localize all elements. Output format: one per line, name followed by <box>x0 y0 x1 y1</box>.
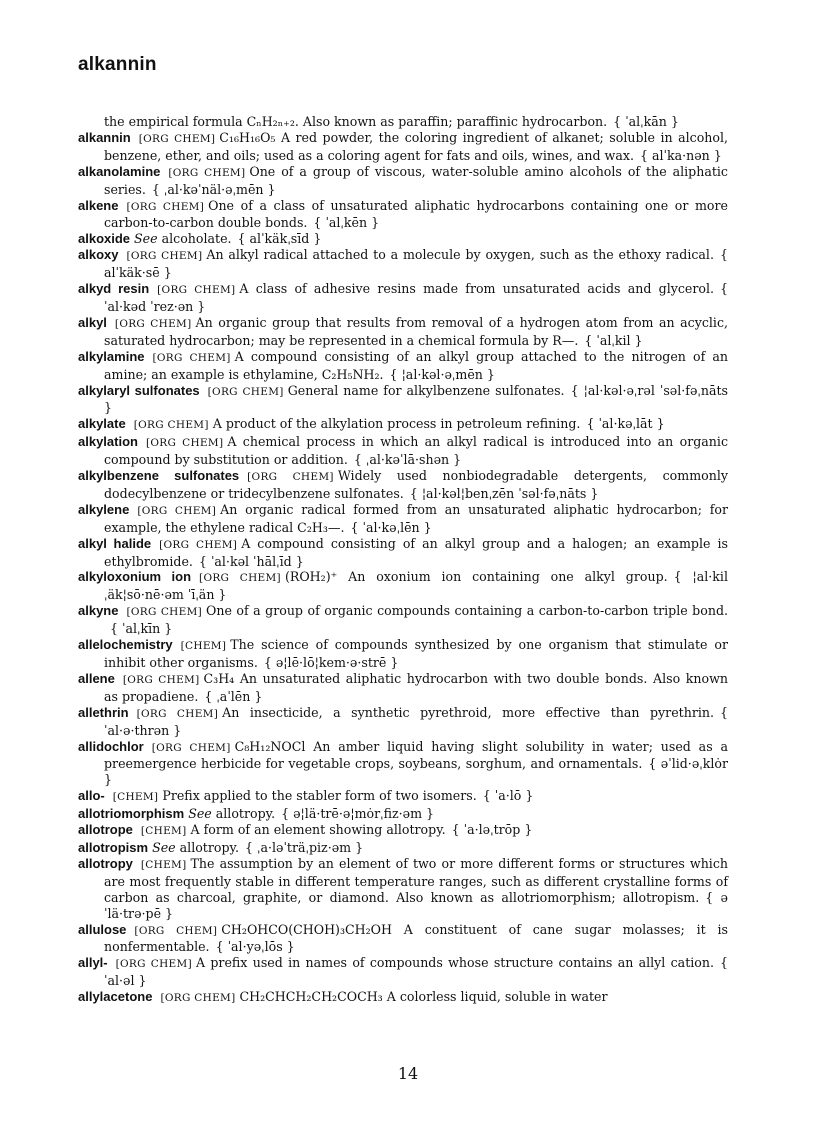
dictionary-entry <box>78 416 728 434</box>
entry-pronunciation: { ˈalˌkīn } <box>110 621 173 637</box>
entry-definition: A compound consisting of an alkyl group and a halogen; an example is ethylbromide. <box>104 535 728 569</box>
entry-pronunciation: { ¦al·kəl·əˌrəl ˈsəl·fəˌnāts } <box>104 382 728 416</box>
entry-see-label: See <box>188 806 212 822</box>
running-head: alkannin <box>78 54 157 75</box>
entry-see-label: See <box>152 839 176 855</box>
entry-pronunciation: { ˈalˌkil } <box>584 332 643 348</box>
entry-headword: allelochemistry <box>78 637 173 653</box>
entry-field-label: [CHEM] <box>112 791 159 804</box>
entry-headword: alkylamine <box>78 348 145 364</box>
entry-headword: allotrope <box>78 822 133 838</box>
entry-pronunciation: { ˈal·yəˌlōs } <box>215 939 295 955</box>
entry-field-label: [ORG CHEM] <box>115 958 192 971</box>
dictionary-entry <box>78 502 728 536</box>
dictionary-entry <box>78 434 728 468</box>
entry-field-label: [CHEM] <box>180 640 227 653</box>
entry-definition: C₁₆H₁₆O₅ A red powder, the coloring ingredient of alkanet; soluble in alcohol, benzene, ether, and oils; used as a coloring agent for fats and oils, wines, and wax. <box>104 129 729 163</box>
entry-field-label: [ORG CHEM] <box>126 250 203 263</box>
entry-definition: Prefix applied to the stabler form of two isomers. <box>162 788 477 804</box>
entry-headword: alkyl <box>78 314 107 330</box>
entry-definition: A compound consisting of an alkyl group attached to the nitrogen of an amine; an example is ethylamine, C₂H₅NH₂. <box>104 348 728 382</box>
entry-definition: A class of adhesive resins made from unsaturated acids and glycerol. <box>239 281 714 297</box>
entry-field-label: [ORG CHEM] <box>151 741 231 754</box>
entry-field-label: [ORG CHEM] <box>137 504 217 517</box>
dictionary-entry <box>78 739 728 789</box>
dictionary-entry <box>78 822 728 840</box>
dictionary-entry <box>78 247 728 281</box>
entry-headword: alkoxy <box>78 247 119 263</box>
entry-field-label: [ORG CHEM] <box>133 419 209 432</box>
entry-definition: (ROH₂)⁺ An oxonium ion containing one alkyl group. <box>284 569 668 585</box>
entry-definition: An alkyl radical attached to a molecule by oxygen, such as the ethoxy radical. <box>206 247 714 263</box>
entry-pronunciation: { ¦al·kəl·əˌmēn } <box>389 366 495 382</box>
entry-pronunciation: { alˈka·nən } <box>639 147 722 163</box>
entry-field-label: [ORG CHEM] <box>157 284 236 297</box>
entry-field-label: [ORG CHEM] <box>126 606 203 619</box>
entry-pronunciation: { ˌal·kəˈnäl·əˌmēn } <box>151 181 276 197</box>
entry-field-label: [ORG CHEM] <box>145 437 224 450</box>
entry-headword: allylacetone <box>78 989 153 1005</box>
entry-field-label: [ORG CHEM] <box>152 351 231 364</box>
entry-pronunciation: { ˈal·kəˌlāt } <box>586 416 665 432</box>
entry-pronunciation: { ˈal·kəd ˈrez·ən } <box>104 281 728 314</box>
dictionary-entry <box>78 922 728 956</box>
entry-definition: C₈H₁₂NOCl An amber liquid having slight solubility in water; used as a preemergence herbicide for vegetable crops, soybeans, sorghum, and ornamentals. <box>104 738 728 772</box>
entry-field-label: [ORG CHEM] <box>114 317 192 330</box>
entry-headword: allyl- <box>78 955 108 971</box>
entry-definition: The science of compounds synthesized by one organism that stimulate or inhibit other organisms. <box>104 637 728 670</box>
dictionary-entry <box>78 468 728 502</box>
entry-definition: One of a group of organic compounds containing a carbon-to-carbon triple bond. <box>206 603 729 619</box>
entry-pronunciation: { ˈal·əl } <box>104 955 728 989</box>
entry-definition: CH₂CHCH₂CH₂COCH₃ A colorless liquid, soluble in water <box>239 989 608 1005</box>
entry-pronunciation: { ¦al·kilˌäk¦sō·nē·əm ˈīˌän } <box>104 569 728 603</box>
entry-field-label: [ORG CHEM] <box>168 166 246 179</box>
dictionary-entry <box>78 955 728 989</box>
entry-pronunciation: { alˈkäk·sē } <box>104 247 728 281</box>
entry-definition: General name for alkylbenzene sulfonates. <box>287 382 565 398</box>
entry-definition: the empirical formula CₙH₂ₙ₊₂. Also known as paraffin; paraffinic hydrocarbon. <box>104 114 608 129</box>
entry-field-label: [ORG CHEM] <box>126 200 205 213</box>
entry-field-label: [ORG CHEM] <box>138 132 216 145</box>
page-number: 14 <box>397 1064 419 1083</box>
dictionary-entry <box>78 198 728 232</box>
entry-headword: alkyne <box>78 603 119 619</box>
entry-headword: alkylbenzene sulfonates <box>78 468 240 484</box>
entry-definition: One of a class of unsaturated aliphatic hydrocarbons containing one or more carbon-to-carbon double bonds. <box>104 197 728 231</box>
dictionary-entry <box>78 603 728 637</box>
dictionary-entry <box>78 164 728 198</box>
entry-field-label: [ORG CHEM] <box>134 924 218 937</box>
entry-definition: A product of the alkylation process in petroleum refining. <box>212 416 581 432</box>
entry-definition: C₃H₄ An unsaturated aliphatic hydrocarbon with two double bonds. Also known as propadiene. <box>104 670 728 704</box>
entry-field-label: [CHEM] <box>140 858 187 871</box>
dictionary-entry <box>78 231 728 247</box>
entry-definition: An organic radical formed from an unsaturated aliphatic hydrocarbon; for example, the ethylene radical C₂H₃—. <box>104 501 728 535</box>
entry-pronunciation: { ˈa·lō } <box>482 788 534 804</box>
entry-definition: alcoholate. <box>161 231 232 247</box>
dictionary-entry <box>78 840 728 856</box>
entry-pronunciation: { ˈa·ləˌtrōp } <box>451 822 533 838</box>
dictionary-entry <box>78 989 728 1007</box>
entry-pronunciation: { ¦al·kəl¦benˌzēn ˈsəl·fəˌnāts } <box>409 485 599 501</box>
dictionary-entry <box>78 569 728 603</box>
entry-definition: A form of an element showing allotropy. <box>190 822 446 838</box>
entry-definition: An insecticide, a synthetic pyrethroid, more effective than pyrethrin. <box>222 704 714 720</box>
entry-headword: alkanolamine <box>78 163 161 179</box>
entry-field-label: [CHEM] <box>140 825 187 838</box>
dictionary-entry <box>78 806 728 822</box>
entry-pronunciation: { ˈal·ə·thrən } <box>104 704 728 738</box>
dictionary-entry <box>78 856 728 922</box>
entry-pronunciation: { əˈlid·əˌklȯr } <box>104 756 728 788</box>
entry-pronunciation: { ˈalˌkān } <box>613 114 679 129</box>
entry-definition: A chemical process in which an alkyl radical is introduced into an organic compound by substitution or addition. <box>104 434 729 468</box>
entry-definition: A prefix used in names of compounds whose structure contains an allyl cation. <box>195 955 714 971</box>
entry-headword: allotropism <box>78 839 149 855</box>
entry-field-label: [ORG CHEM] <box>199 572 281 585</box>
entry-field-label: [ORG CHEM] <box>160 992 236 1005</box>
entry-headword: allidochlor <box>78 738 144 754</box>
dictionary-entry <box>78 383 728 417</box>
entry-pronunciation: { ˈal·kəl ˈhālˌīd } <box>198 553 304 569</box>
entry-headword: allotriomorphism <box>78 806 185 822</box>
entry-pronunciation: { ˌaˈlēn } <box>204 688 263 704</box>
dictionary-entry <box>78 671 728 705</box>
entry-headword: alkoxide <box>78 231 131 247</box>
dictionary-entry <box>78 536 728 570</box>
entry-headword: alkyd resin <box>78 281 150 297</box>
entry-headword: alkylation <box>78 434 138 450</box>
entry-field-label: [ORG CHEM] <box>122 673 200 686</box>
entry-headword: alkene <box>78 197 119 213</box>
dictionary-entry <box>78 114 728 130</box>
dictionary-entry <box>78 315 728 349</box>
entry-headword: alkylene <box>78 501 130 517</box>
entry-headword: allotropy <box>78 855 133 871</box>
entry-pronunciation: { ə¦lä·trē·ə¦mȯrˌfiz·əm } <box>281 806 435 822</box>
dictionary-entry <box>78 349 728 383</box>
entry-headword: alkylate <box>78 416 126 432</box>
entry-pronunciation: { ˌal·kəˈlā·shən } <box>353 452 462 468</box>
entry-field-label: [ORG CHEM] <box>159 538 238 551</box>
entry-headword: alkyloxonium ion <box>78 569 192 585</box>
entry-pronunciation: { alˈkäkˌsīd } <box>237 231 322 247</box>
entry-definition: CH₂OHCO(CHOH)₃CH₂OH A constituent of cane sugar molasses; it is nonfermentable. <box>104 921 728 955</box>
dictionary-entry <box>78 130 728 164</box>
entry-field-label: [ORG CHEM] <box>247 471 334 484</box>
entry-field-label: [ORG CHEM] <box>207 385 284 398</box>
entry-pronunciation: { ˌa·ləˈträˌpiz·əm } <box>244 839 364 855</box>
entry-headword: alkyl halide <box>78 535 152 551</box>
entry-headword: alkannin <box>78 129 131 145</box>
entry-see-label: See <box>134 231 158 247</box>
dictionary-entry <box>78 637 728 671</box>
entry-headword: allene <box>78 670 115 686</box>
entry-headword: allethrin <box>78 704 129 720</box>
entry-definition: allotropy. <box>179 839 239 855</box>
entry-field-label: [ORG CHEM] <box>136 707 219 720</box>
entry-pronunciation: { ə¦lē·lō¦kem·ə·strē } <box>263 655 399 670</box>
dictionary-entry <box>78 788 728 806</box>
dictionary-entry <box>78 281 728 315</box>
entry-headword: allulose <box>78 921 127 937</box>
entry-definition: allotropy. <box>215 806 276 822</box>
entry-pronunciation: { əˈlä·trə·pē } <box>104 889 728 921</box>
entry-pronunciation: { ˈal·kəˌlēn } <box>350 519 432 535</box>
entry-definition: Widely used nonbiodegradable detergents, commonly dodecylbenzene or tridecylbenzene sulfonates. <box>104 468 728 501</box>
entry-definition: The assumption by an element of two or more different forms or structures which are most frequently stable in different temperature ranges, such as different crystalline forms of carbon as charcoal, graphite, or diamond. Also known as allotriomorphism; allotropism. <box>104 855 728 905</box>
dictionary-entry <box>78 705 728 739</box>
entry-headword: allo- <box>78 788 105 804</box>
entry-headword: alkylaryl sulfonates <box>78 382 200 398</box>
entry-definition: An organic group that results from removal of a hydrogen atom from an acyclic, saturated hydrocarbon; may be represented in a chemical formula by R—. <box>104 314 729 348</box>
entry-pronunciation: { ˈalˌkēn } <box>313 215 380 231</box>
dictionary-entries <box>78 114 728 1007</box>
entry-definition: One of a group of viscous, water-soluble amino alcohols of the aliphatic series. <box>104 163 728 197</box>
